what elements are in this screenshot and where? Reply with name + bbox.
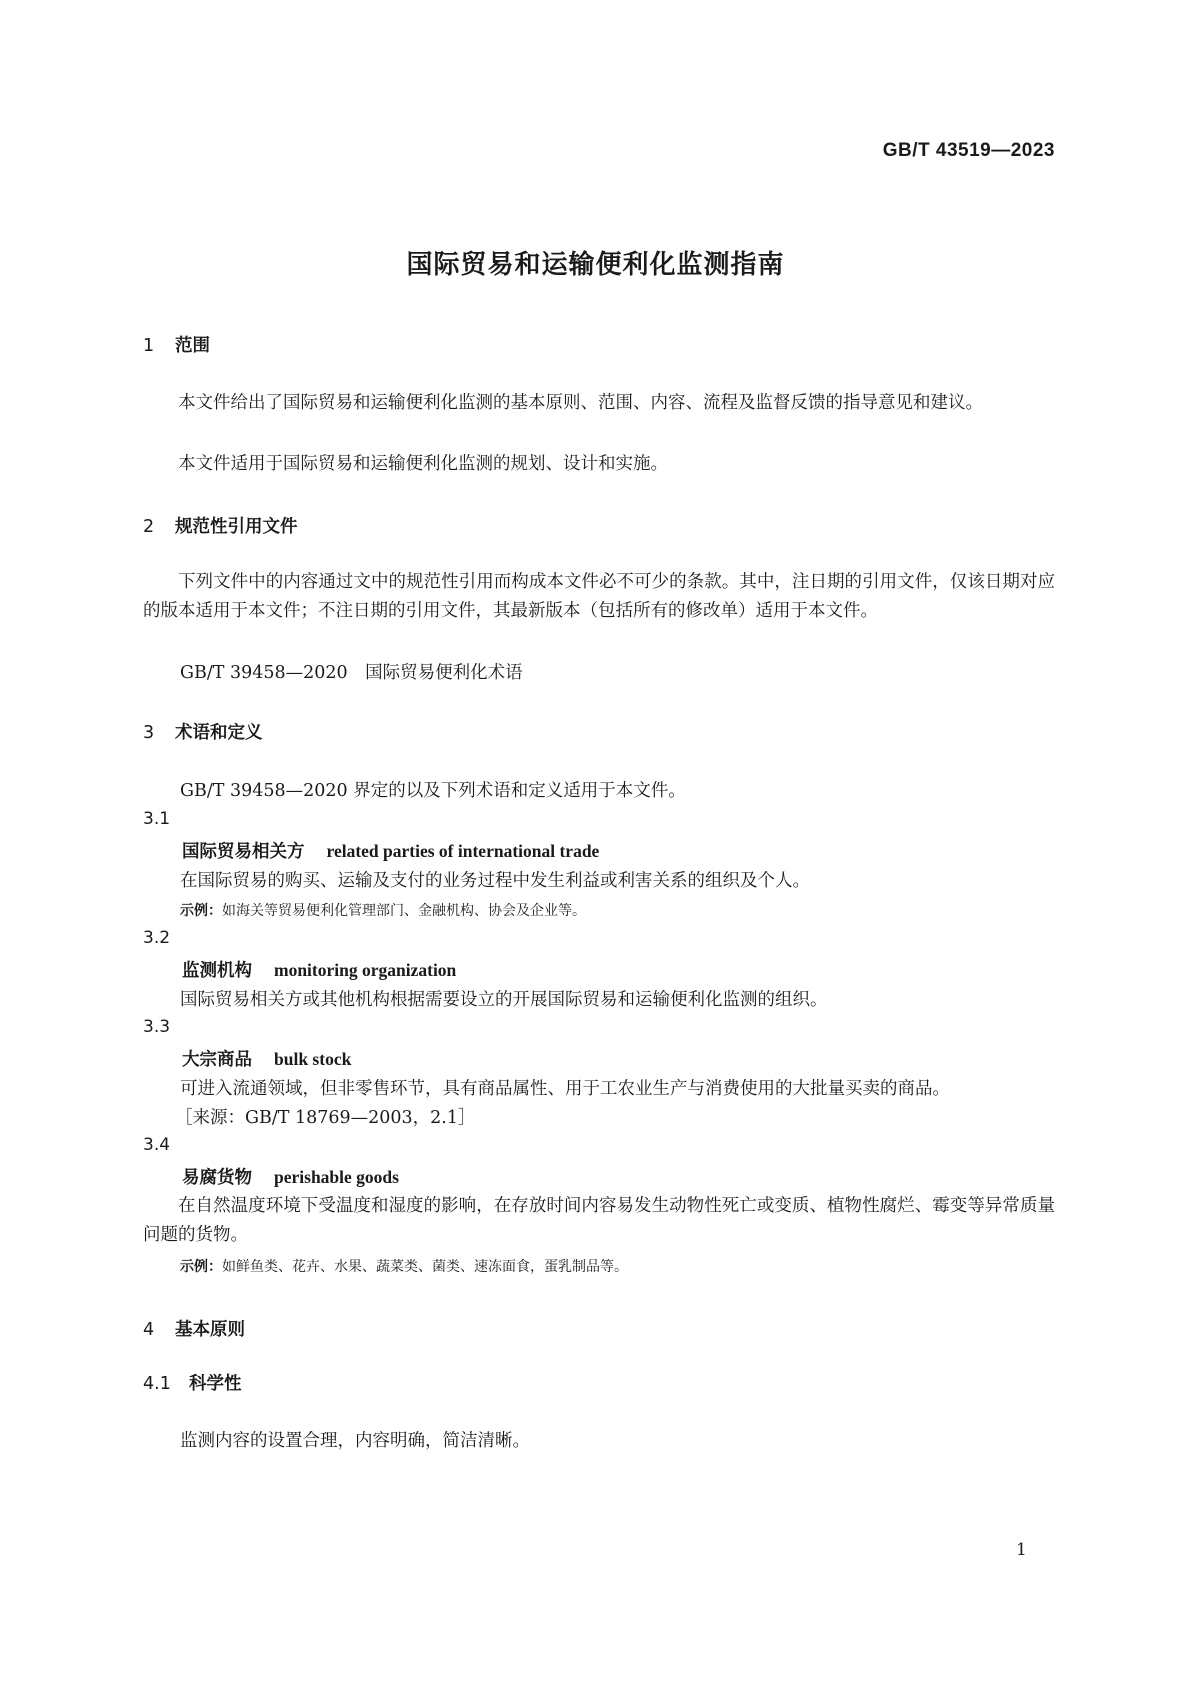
scope-paragraph-2: 本文件适用于国际贸易和运输便利化监测的规划、设计和实施。 xyxy=(178,454,668,474)
section-title: 规范性引用文件 xyxy=(175,517,298,537)
term-en: perishable goods xyxy=(274,1167,399,1187)
term-cn: 大宗商品 xyxy=(182,1050,252,1070)
subsection-heading-scientific xyxy=(143,1370,242,1395)
term-en: monitoring organization xyxy=(274,960,457,980)
section-title: 范围 xyxy=(175,336,210,356)
term-en: related parties of international trade xyxy=(326,841,600,861)
section-number: 4 xyxy=(143,1320,155,1340)
term-heading xyxy=(182,1164,399,1189)
section-number: 2 xyxy=(143,517,155,537)
term-source: ［来源：GB/T 18769—2003，2.1］ xyxy=(175,1108,476,1128)
term-heading xyxy=(182,838,599,863)
standard-code: GB/T 43519—2023 xyxy=(882,140,1055,161)
example-text: 如鲜鱼类、花卉、水果、蔬菜类、菌类、速冻面食，蛋乳制品等。 xyxy=(222,1259,628,1275)
term-number: 3.1 xyxy=(143,809,171,829)
section-heading-normative-references xyxy=(143,513,298,538)
scope-paragraph-1: 本文件给出了国际贸易和运输便利化监测的基本原则、范围、内容、流程及监督反馈的指导意见和建议。 xyxy=(178,393,983,413)
term-cn: 易腐货物 xyxy=(182,1168,252,1188)
example-label: 示例： xyxy=(180,1259,222,1275)
term-example xyxy=(180,900,586,920)
reference-item: GB/T 39458—2020 国际贸易便利化术语 xyxy=(180,663,523,683)
term-number: 3.3 xyxy=(143,1017,171,1037)
term-heading xyxy=(182,957,456,982)
term-heading xyxy=(182,1046,351,1071)
section-title: 基本原则 xyxy=(175,1320,245,1340)
section-heading-basic-principles xyxy=(143,1316,245,1341)
section-number: 1 xyxy=(143,336,155,356)
section-number: 3 xyxy=(143,723,155,743)
term-definition: 国际贸易相关方或其他机构根据需要设立的开展国际贸易和运输便利化监测的组织。 xyxy=(180,990,828,1010)
term-definition: 在自然温度环境下受温度和湿度的影响，在存放时间内容易发生动物性死亡或变质、植物性腐烂、霉变等异常质量问题的货物。 xyxy=(143,1196,1055,1245)
term-definition: 在国际贸易的购买、运输及支付的业务过程中发生利益或利害关系的组织及个人。 xyxy=(180,871,810,891)
scientific-paragraph: 监测内容的设置合理，内容明确，简洁清晰。 xyxy=(180,1431,530,1451)
term-definition: 可进入流通领域，但非零售环节，具有商品属性、用于工农业生产与消费使用的大批量买卖的商品。 xyxy=(180,1079,950,1099)
subsection-number: 4.1 xyxy=(143,1374,171,1394)
term-en: bulk stock xyxy=(274,1049,352,1069)
section-heading-terms xyxy=(143,719,263,744)
example-label: 示例： xyxy=(180,903,222,919)
term-number: 3.4 xyxy=(143,1135,171,1155)
document-title: 国际贸易和运输便利化监测指南 xyxy=(406,250,785,280)
page-number: 1 xyxy=(1016,1540,1027,1560)
term-example xyxy=(180,1256,628,1276)
term-number: 3.2 xyxy=(143,928,171,948)
references-paragraph: 下列文件中的内容通过文中的规范性引用而构成本文件必不可少的条款。其中，注日期的引用文件，仅该日期对应的版本适用于本文件；不注日期的引用文件，其最新版本（包括所有的修改单）适用于本文件。 xyxy=(143,572,1055,621)
section-heading-scope xyxy=(143,332,210,357)
example-text: 如海关等贸易便利化管理部门、金融机构、协会及企业等。 xyxy=(222,903,586,919)
term-cn: 监测机构 xyxy=(182,961,252,981)
term-cn: 国际贸易相关方 xyxy=(182,842,305,862)
section-title: 术语和定义 xyxy=(175,723,263,743)
subsection-title: 科学性 xyxy=(189,1374,242,1394)
terms-intro: GB/T 39458—2020 界定的以及下列术语和定义适用于本文件。 xyxy=(180,781,686,801)
